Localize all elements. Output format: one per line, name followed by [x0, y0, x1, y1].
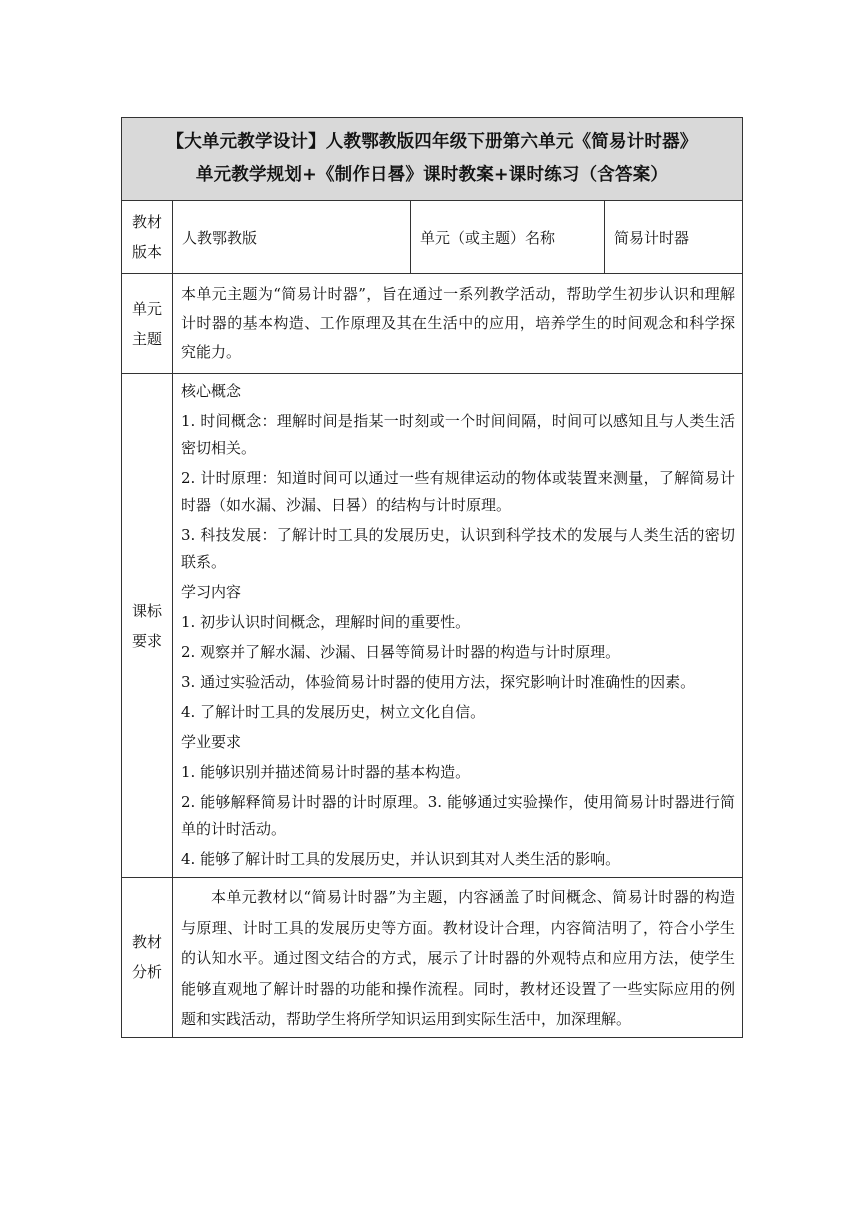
textbook-info-row: [122, 201, 743, 274]
standard-item: 4. 能够了解计时工具的发展历史，并认识到其对人类生活的影响。: [181, 850, 621, 868]
standard-item: 2. 观察并了解水漏、沙漏、日晷等简易计时器的构造与计时原理。: [181, 643, 621, 661]
standard-heading: 核心概念: [181, 382, 242, 400]
label-line: 要求: [131, 631, 162, 650]
standard-item: 3. 科技发展：了解计时工具的发展历史，认识到科学技术的发展与人类生活的密切联系。: [181, 526, 735, 571]
standard-item: 4. 了解计时工具的发展历史，树立文化自信。: [181, 703, 486, 721]
textbook-analysis-row: [122, 878, 743, 1038]
title-line-2: 单元教学规划+《制作日晷》课时教案+课时练习（含答案）: [195, 165, 669, 185]
textbook-version-label: [122, 201, 173, 274]
unit-theme-text: [173, 274, 743, 374]
standard-item: 1. 初步认识时间概念，理解时间的重要性。: [181, 613, 471, 631]
standard-item: 1. 时间概念：理解时间是指某一时刻或一个时间间隔，时间可以感知且与人类生活密切相关。: [181, 412, 735, 457]
unit-theme-row: [122, 274, 743, 374]
curriculum-standard-row: [122, 374, 743, 878]
unit-plan-table: [121, 117, 743, 1038]
label-line: 教材: [131, 933, 162, 952]
label-line: 单元: [131, 299, 162, 318]
textbook-analysis-label: [122, 878, 173, 1038]
label-line: 版本: [131, 243, 162, 261]
unit-name-value: 简易计时器: [605, 201, 743, 274]
theme-paragraph: 本单元主题为“简易计时器”，旨在通过一系列教学活动，帮助学生初步认识和理解计时器的基本构造、工作原理及其在生活中的应用，培养学生的时间观念和科学探究能力。: [181, 285, 735, 361]
label-line: 分析: [131, 963, 162, 982]
standard-item: 3. 通过实验活动，体验简易计时器的使用方法，探究影响计时准确性的因素。: [181, 673, 696, 691]
curriculum-standard-text: [173, 374, 743, 878]
label-line: 课标: [131, 601, 162, 620]
curriculum-standard-label: [122, 374, 173, 878]
textbook-analysis-text: [173, 878, 743, 1038]
title-row: [122, 118, 743, 201]
label-line: 主题: [131, 329, 162, 348]
standard-heading: 学习内容: [181, 583, 242, 601]
standard-item: 1. 能够识别并描述简易计时器的基本构造。: [181, 763, 471, 781]
label-line: 教材: [131, 213, 162, 231]
unit-theme-label: [122, 274, 173, 374]
textbook-version-value: 人教鄂教版: [173, 201, 411, 274]
standard-heading: 学业要求: [181, 733, 242, 751]
unit-name-label: 单元（或主题）名称: [411, 201, 605, 274]
document-title: [122, 118, 743, 201]
standard-item: 2. 能够解释简易计时器的计时原理。3. 能够通过实验操作，使用简易计时器进行简单的计时活动。: [181, 793, 735, 838]
analysis-paragraph: 本单元教材以“简易计时器”为主题，内容涵盖了时间概念、简易计时器的构造与原理、计时工具的发展历史等方面。教材设计合理，内容简洁明了，符合小学生的认知水平。通过图文结合的方式，展示了计时器的外观特点和应用方法，使学生能够直观地了解计时器的功能和操作流程。同时，教材还设置了一些实际应用的例题和实践活动，帮助学生将所学知识运用到实际生活中，加深理解。: [181, 888, 735, 1028]
standard-item: 2. 计时原理：知道时间可以通过一些有规律运动的物体或装置来测量，了解简易计时器（如水漏、沙漏、日晷）的结构与计时原理。: [181, 469, 735, 514]
title-line-1: 【大单元教学设计】人教鄂教版四年级下册第六单元《简易计时器》: [166, 132, 698, 152]
